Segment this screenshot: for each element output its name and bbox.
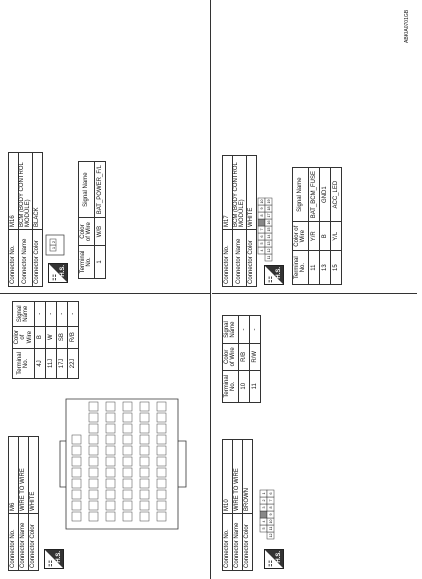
m6-pin-cell: [123, 424, 132, 433]
table-row: 11 R/W -: [249, 316, 260, 403]
m6-pin-cell: [123, 402, 132, 411]
m6-terminal-header: Terminal No.: [13, 348, 35, 378]
m6-color-key: Connector Color: [29, 514, 39, 571]
m6-pin-cell: [89, 424, 98, 433]
m10-name-value: WIRE TO WIRE: [233, 440, 243, 514]
m10-info-table: [222, 439, 253, 571]
m16-name-key: Connector Name: [19, 230, 33, 287]
m16-no-key: Connector No.: [9, 230, 19, 287]
m16-hs-icon: ⚏ H.S.: [49, 265, 66, 281]
m10-wire-header: Color of Wire: [223, 344, 239, 370]
m6-signal-table-wrap: [12, 301, 79, 379]
m17-color-key: Connector Color: [246, 230, 256, 287]
m6-pin-cell: [123, 490, 132, 499]
m17-pin-cell: [258, 219, 265, 226]
m17-terminal-header: Terminal No.: [293, 251, 309, 285]
table-row: 10 R/B -: [238, 316, 249, 403]
m6-pin-cell: [106, 446, 115, 455]
m6-pin-cell: [157, 457, 166, 466]
m6-pin-cell: [140, 413, 149, 422]
m10-pin-label: 1: [262, 492, 266, 495]
m6-pin-cell: [106, 501, 115, 510]
m6-name-key: Connector Name: [19, 514, 29, 571]
m17-pin-label: 4: [260, 249, 264, 252]
m6-pin-cell: [123, 446, 132, 455]
m6-pin-cell: [140, 402, 149, 411]
m16-wire-header: Color of Wire: [79, 218, 95, 246]
m6-pin-cell: [140, 435, 149, 444]
m17-pin-label: 6: [260, 235, 264, 238]
m10-pin-label: 11: [269, 526, 273, 531]
m6-pin-cell: [72, 501, 81, 510]
m17-pin-label: 7: [260, 228, 264, 231]
m6-pin-cell: [157, 490, 166, 499]
m17-pin-label: 14: [267, 234, 271, 239]
m6-pin-cell: [157, 501, 166, 510]
table-row: 22J R/B -: [67, 302, 78, 379]
m6-pin-cell: [140, 501, 149, 510]
m17-name-value: BCM (BODY CONTROL MODULE): [233, 156, 247, 230]
m17-name-key: Connector Name: [233, 230, 247, 287]
m6-color-value: WHITE: [29, 437, 39, 514]
m6-hs-icon: ⚏ H.S.: [45, 551, 62, 567]
m10-name-key: Connector Name: [233, 514, 243, 571]
m10-pin-label: 4: [262, 520, 266, 523]
table-row: 11J W -: [45, 302, 56, 379]
m6-pin-cell: [140, 468, 149, 477]
m6-connector-face: [58, 389, 188, 539]
m16-info-table: [8, 152, 43, 287]
m6-pin-cell: [157, 424, 166, 433]
m6-pin-cell: [72, 446, 81, 455]
m6-pin-cell: [72, 479, 81, 488]
m6-name-value: WIRE TO WIRE: [19, 437, 29, 514]
table-row: 1 W/B BAT_POWER_F/L: [94, 162, 105, 279]
m10-hs-icon: ⚏ H.S.: [265, 551, 282, 567]
m17-pin-label: 16: [267, 220, 271, 225]
m16-color-value: BLACK: [32, 153, 42, 230]
m10-pin-label: 2: [262, 499, 266, 502]
m6-pin-cell: [106, 413, 115, 422]
m6-pin-cell: [123, 457, 132, 466]
m16-color-key: Connector Color: [32, 230, 42, 287]
m10-pin-label: 3: [262, 506, 266, 509]
m17-pin-label: 5: [260, 242, 264, 245]
m10-pin-label: 10: [269, 519, 273, 524]
m6-pin-cell: [140, 457, 149, 466]
m6-pin-cell: [123, 501, 132, 510]
m17-color-value: WHITE: [246, 156, 256, 230]
m10-pin-cell: [260, 511, 267, 518]
m6-pin-cell: [123, 435, 132, 444]
m6-pin-cell: [140, 424, 149, 433]
m6-pin-cell: [72, 435, 81, 444]
m6-pin-cell: [89, 457, 98, 466]
m10-pin-label: 9: [269, 513, 273, 516]
m17-wire-header: Color of Wire: [293, 222, 309, 251]
m6-pin-cell: [89, 512, 98, 521]
m17-pin-label: 19: [267, 199, 271, 204]
m6-pin-cell: [157, 413, 166, 422]
m6-pin-cell: [123, 468, 132, 477]
m17-signal-header: Signal Name: [293, 168, 309, 222]
table-row: 15 Y/L ACC_LED: [330, 168, 341, 285]
m6-pin-cell: [106, 468, 115, 477]
m6-pin-cell: [157, 512, 166, 521]
m6-pin-cell: [106, 402, 115, 411]
m10-pin-label: 5: [262, 527, 266, 530]
m17-connector-face: [256, 187, 278, 263]
m6-pin-cell: [123, 512, 132, 521]
m10-terminal-header: Terminal No.: [223, 370, 239, 402]
m17-pin-label: 12: [267, 248, 271, 253]
m10-pin-label: 12: [269, 533, 273, 538]
m6-no-value: M6: [9, 437, 19, 514]
m6-pin-cell: [72, 512, 81, 521]
m17-pin-label: 11: [267, 255, 271, 260]
m6-pin-cell: [89, 413, 98, 422]
footer-code: ABKIA0701GB: [404, 9, 410, 43]
m17-no-key: Connector No.: [223, 230, 233, 287]
m6-pin-cell: [140, 490, 149, 499]
m6-pin-cell: [157, 479, 166, 488]
m17-hs-icon: ⚏ H.S.: [265, 267, 282, 283]
m6-pin-cell: [72, 490, 81, 499]
m17-pin-label: 10: [260, 199, 264, 204]
table-row: 11 Y/R BAT_BCM_FUSE: [308, 168, 319, 285]
m6-wire-header: Color of Wire: [13, 326, 35, 348]
m6-pin-cell: [140, 512, 149, 521]
m6-pin-cell: [89, 468, 98, 477]
m16-connector-face: [44, 217, 68, 257]
m17-info-table: [222, 155, 257, 287]
m6-pin-cell: [157, 435, 166, 444]
m6-pin-cell: [106, 424, 115, 433]
table-row: 17J SB -: [56, 302, 67, 379]
m6-pin-cell: [72, 468, 81, 477]
m6-pin-cell: [140, 446, 149, 455]
horizontal-divider: [210, 0, 211, 579]
m6-pin-cell: [89, 402, 98, 411]
m6-pin-cell: [89, 501, 98, 510]
m10-connector-face: [258, 481, 280, 541]
m10-signal-table: [222, 315, 261, 403]
m17-signal-table: [292, 167, 342, 285]
m16-terminal-header: Terminal No.: [79, 245, 95, 278]
m10-signal-header: Signal Name: [223, 316, 239, 344]
m6-info-table: [8, 436, 39, 571]
m6-pin-cell: [123, 479, 132, 488]
m10-color-value: BROWN: [243, 440, 253, 514]
vertical-divider-bottom: [212, 293, 417, 294]
m6-pin-cell: [106, 512, 115, 521]
m6-pin-cell: [89, 435, 98, 444]
m6-no-key: Connector No.: [9, 514, 19, 571]
m16-name-value: BCM (BODY CONTROL MODULE): [19, 153, 33, 230]
m6-pin-cell: [89, 490, 98, 499]
m6-signal-table: [12, 301, 79, 379]
m6-pin-cell: [89, 479, 98, 488]
m16-pin-label: 2: [51, 240, 56, 244]
m17-pin-label: 17: [267, 213, 271, 218]
m6-pin-cell: [106, 479, 115, 488]
m6-pin-cell: [157, 446, 166, 455]
m6-pin-cell: [157, 468, 166, 477]
m6-signal-header: Signal Name: [13, 302, 35, 327]
m10-no-key: Connector No.: [223, 514, 233, 571]
m16-no-value: M16: [9, 153, 19, 230]
m17-pin-label: 18: [267, 206, 271, 211]
m16-pin-label: 1: [51, 246, 56, 250]
vertical-divider-top: [0, 293, 210, 294]
m17-pin-label: 9: [260, 207, 264, 210]
m6-pin-cell: [89, 446, 98, 455]
m17-pin-label: 13: [267, 241, 271, 246]
m6-pin-cell: [106, 435, 115, 444]
m6-pin-cell: [140, 479, 149, 488]
m17-pin-label: 15: [267, 227, 271, 232]
m6-pin-cell: [157, 402, 166, 411]
m16-signal-table: [78, 161, 106, 279]
m10-color-key: Connector Color: [243, 514, 253, 571]
m10-no-value: M10: [223, 440, 233, 514]
m10-pin-label: 6: [269, 492, 273, 495]
m17-no-value: M17: [223, 156, 233, 230]
m6-pin-cell: [72, 457, 81, 466]
m16-signal-header: Signal Name: [79, 162, 95, 218]
m6-pin-cell: [123, 413, 132, 422]
table-row: 13 B GND1: [319, 168, 330, 285]
m10-pin-label: 8: [269, 506, 273, 509]
m10-pin-label: 7: [269, 499, 273, 502]
table-row: 4J B -: [34, 302, 45, 379]
m17-pin-label: 8: [260, 214, 264, 217]
m6-pin-cell: [106, 457, 115, 466]
m6-pin-cell: [106, 490, 115, 499]
